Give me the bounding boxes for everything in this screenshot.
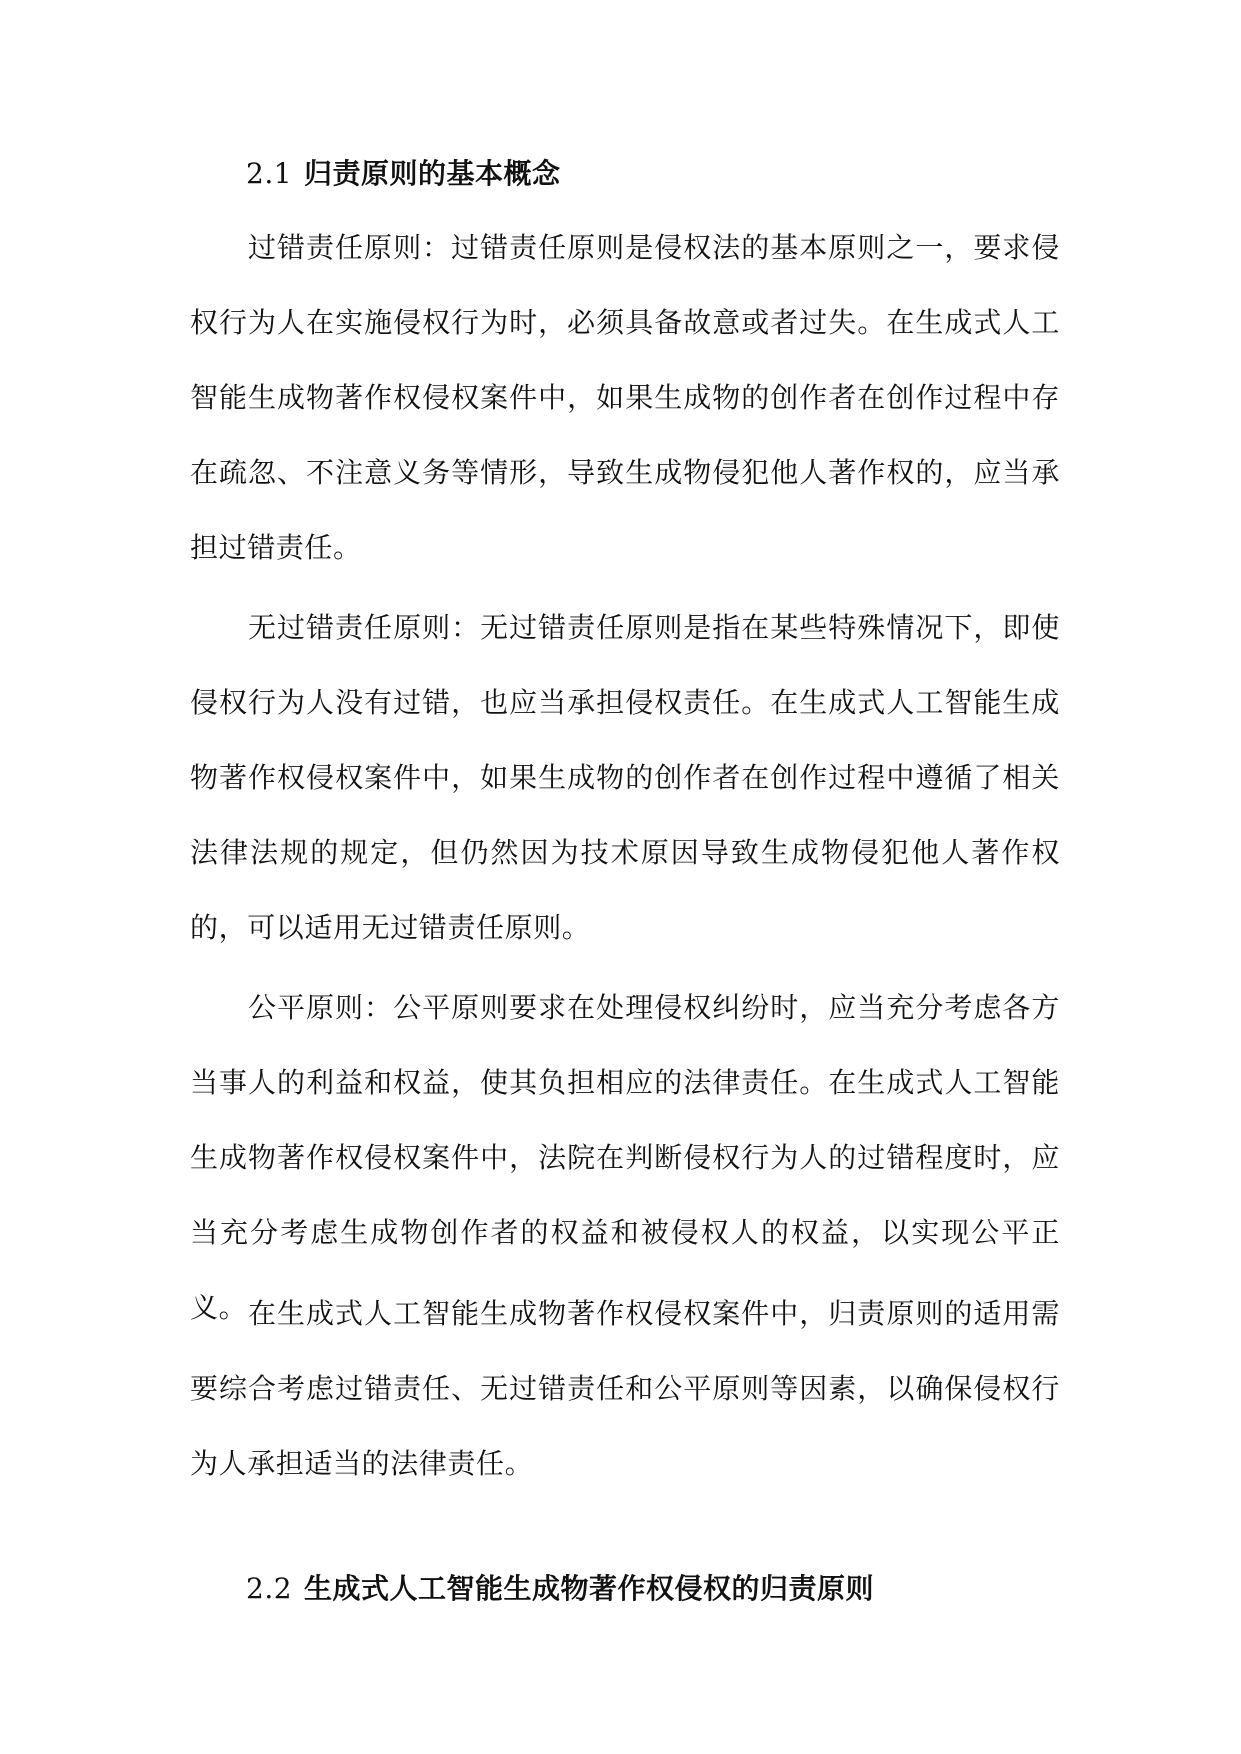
section-title: 生成式人工智能生成物著作权侵权的归责原则: [304, 1572, 875, 1605]
paragraph-fault-liability: 过错责任原则：过错责任原则是侵权法的基本原则之一，要求侵权行为人在实施侵权行为时，必须具备故意或者过失。在生成式人工智能生成物著作权侵权案件中，如果生成物的创作者在创作过程中存在疏忽、不注意义务等情形，导致生成物侵犯他人著作权的，应当承担过错责任。: [190, 231, 1060, 564]
paragraph-fairness-principle: 公平原则：公平原则要求在处理侵权纠纷时，应当充分考虑各方当事人的利益和权益，使其负担相应的法律责任。在生成式人工智能生成物著作权侵权案件中，法院在判断侵权行为人的过错程度时，应当充分考虑生成物创作者的权益和被侵权人的权益，以实现公平正义。: [190, 991, 1060, 1324]
paragraph-summary: 在生成式人工智能生成物著作权侵权案件中，归责原则的适用需要综合考虑过错责任、无过错责任和公平原则等因素，以确保侵权行为人承担适当的法律责任。: [190, 1297, 1060, 1480]
section-number: 2.1: [246, 157, 293, 190]
section-title: 归责原则的基本概念: [304, 157, 561, 190]
section-number: 2.2: [246, 1572, 293, 1605]
section-heading-2-1: [246, 154, 561, 194]
section-heading-2-2: [246, 1569, 874, 1609]
paragraph-no-fault-liability: 无过错责任原则：无过错责任原则是指在某些特殊情况下，即使侵权行为人没有过错，也应当承担侵权责任。在生成式人工智能生成物著作权侵权案件中，如果生成物的创作者在创作过程中遵循了相关法律法规的规定，但仍然因为技术原因导致生成物侵犯他人著作权的，可以适用无过错责任原则。: [190, 611, 1060, 944]
